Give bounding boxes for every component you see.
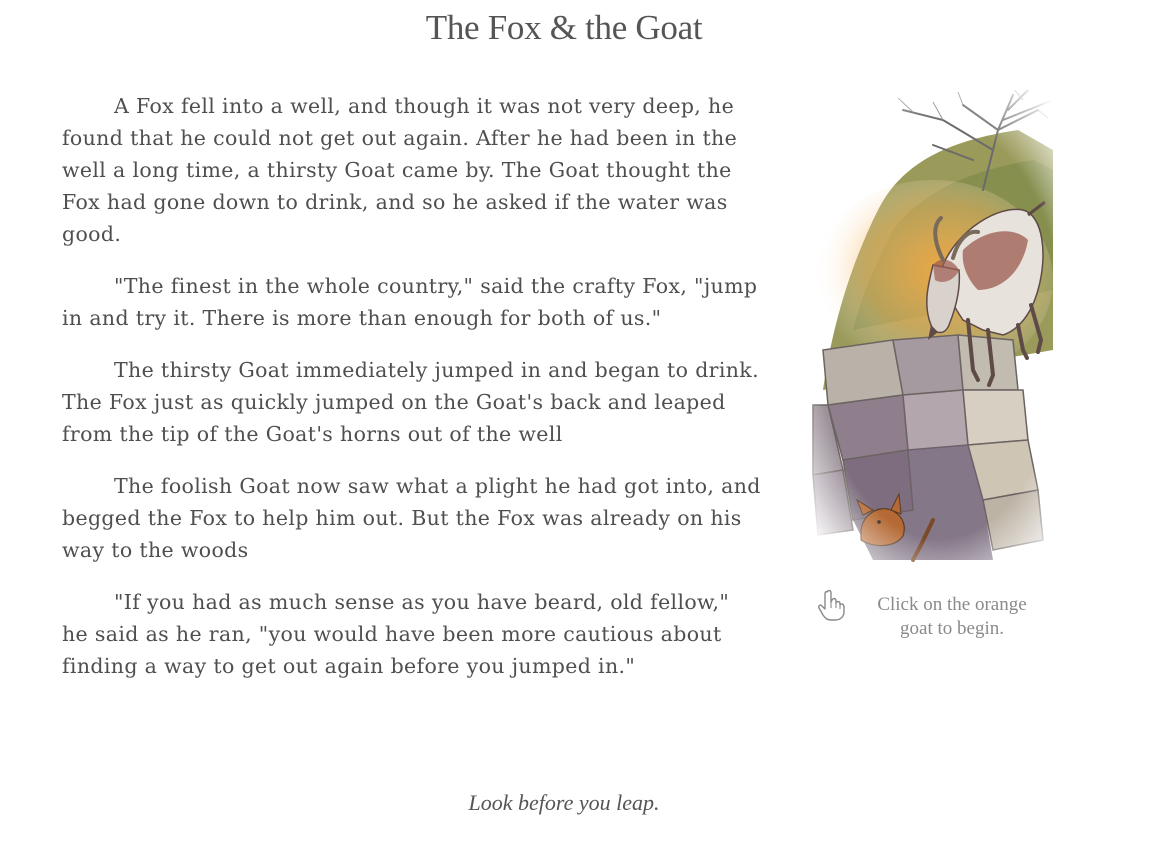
story-text bbox=[62, 90, 762, 702]
hint-text bbox=[852, 593, 1052, 641]
story-paragraph: "The finest in the whole country," said the crafty Fox, "jump in and try it. There is more than enough for both of us." bbox=[62, 274, 758, 330]
story-paragraph: A Fox fell into a well, and though it was not very deep, he found that he could not get out again. After he had been in the well a long time, a thirsty Goat came by. The Goat thought the Fox had gone down to drink, and so he asked if the water was good. bbox=[62, 94, 738, 246]
story-paragraph: The foolish Goat now saw what a plight he had got into, and begged the Fox to help him out. But the Fox was already on his way to the woods bbox=[62, 474, 761, 562]
goat-illustration[interactable] bbox=[783, 90, 1068, 570]
page-title: The Fox & the Goat bbox=[425, 8, 703, 47]
goat-and-fox-picture bbox=[783, 90, 1068, 570]
pointing-hand-icon bbox=[815, 588, 849, 622]
click-hint[interactable] bbox=[790, 588, 1060, 648]
moral-text: Look before you leap. bbox=[468, 790, 660, 815]
story-paragraph: The thirsty Goat immediately jumped in and began to drink. The Fox just as quickly jumped on the Goat's back and leaped from the tip of the Goat's horns out of the well bbox=[62, 358, 759, 446]
story-paragraph: "If you had as much sense as you have beard, old fellow," he said as he ran, "you would have been more cautious about finding a way to get out again before you jumped in." bbox=[62, 590, 730, 678]
hint-line-1: Click on the orange bbox=[877, 594, 1027, 615]
hint-line-2: goat to begin. bbox=[900, 618, 1004, 639]
